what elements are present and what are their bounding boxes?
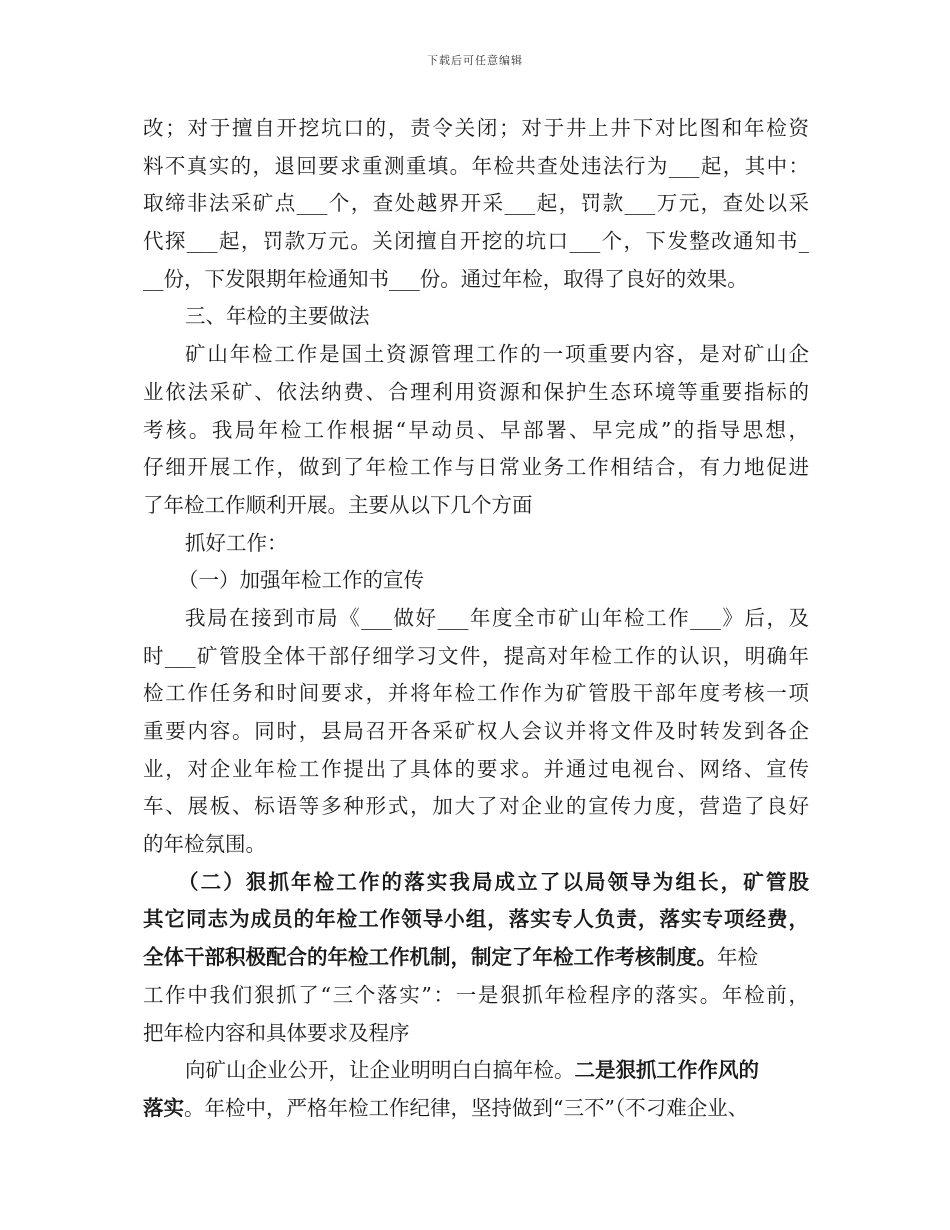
paragraph-line: 检工作任务和时间要求，并将年检工作作为矿管股干部年度考核一项 [143, 681, 809, 706]
paragraph-line: 代探___起，罚款万元。关闭擅自开挖的坑口___个，下发整改通知书_ [143, 229, 809, 254]
paragraph-line: 我局在接到市局《___做好___年度全市矿山年检工作___》后，及 [185, 605, 809, 630]
bold-paragraph-line: （二）狠抓年检工作的落实我局成立了以局领导为组长，矿管股 [178, 869, 809, 894]
mixed-paragraph-line [143, 1090, 809, 1128]
mixed-paragraph-line [143, 939, 809, 977]
text-run: 年检 [717, 945, 758, 970]
document-body [143, 110, 809, 1128]
paragraph-line: 业依法采矿、依法纳费、合理利用资源和保护生态环境等重要指标的 [143, 379, 809, 404]
paragraph-line: 的年检氛围。 [143, 832, 266, 857]
section-heading: 三、年检的主要做法 [185, 304, 370, 329]
paragraph-line: 取缔非法采矿点___个，查处越界开采___起，罚款___万元，查处以采 [143, 191, 809, 216]
paragraph-line: 把年检内容和具体要求及程序 [143, 1020, 410, 1045]
paragraph-line: __份，下发限期年检通知书___份。通过年检，取得了良好的效果。 [143, 266, 748, 291]
paragraph-line: 工作中我们狠抓了“三个落实”：一是狠抓年检程序的落实。年检前， [143, 982, 809, 1007]
text-run: 。年检中，严格年检工作纪律，坚持做到“三不”（不刁难企业、 [184, 1095, 749, 1120]
paragraph-line: 考核。我局年检工作根据“早动员、早部署、早完成”的指导思想， [143, 417, 809, 442]
bold-text-run: 落实 [143, 1095, 184, 1120]
mixed-paragraph-line [143, 1052, 809, 1090]
text-run: 向矿山企业公开，让企业明明白白搞年检。 [185, 1058, 575, 1083]
bold-paragraph-line: 其它同志为成员的年检工作领导小组，落实专人负责，落实专项经费， [143, 907, 809, 932]
paragraph-line: 重要内容。同时，县局召开各采矿权人会议并将文件及时转发到各企 [143, 719, 809, 743]
paragraph-line: 矿山年检工作是国土资源管理工作的一项重要内容，是对矿山企 [185, 342, 809, 367]
paragraph-line: 改；对于擅自开挖坑口的，责令关闭；对于井上井下对比图和年检资 [143, 116, 809, 140]
paragraph-line: 时___矿管股全体干部仔细学习文件，提高对年检工作的认识，明确年 [143, 643, 809, 668]
page-header: 下载后可任意编辑 [427, 54, 523, 67]
paragraph-line: 车、展板、标语等多种形式，加大了对企业的宣传力度，营造了良好 [143, 794, 809, 819]
subsection-heading: （一）加强年检工作的宣传 [178, 568, 424, 593]
paragraph-line: 了年检工作顺利开展。主要从以下几个方面 [143, 492, 533, 517]
paragraph-line: 料不真实的，退回要求重测重填。年检共查处违法行为___起，其中： [143, 153, 809, 178]
paragraph-line: 抓好工作： [185, 530, 288, 555]
paragraph-line: 业，对企业年检工作提出了具体的要求。并通过电视台、网络、宣传 [143, 756, 809, 781]
bold-text-run: 全体干部积极配合的年检工作机制，制定了年检工作考核制度。 [143, 945, 717, 970]
bold-text-run: 二是狠抓工作作风的 [574, 1058, 759, 1083]
paragraph-line: 仔细开展工作，做到了年检工作与日常业务工作相结合，有力地促进 [143, 455, 809, 480]
